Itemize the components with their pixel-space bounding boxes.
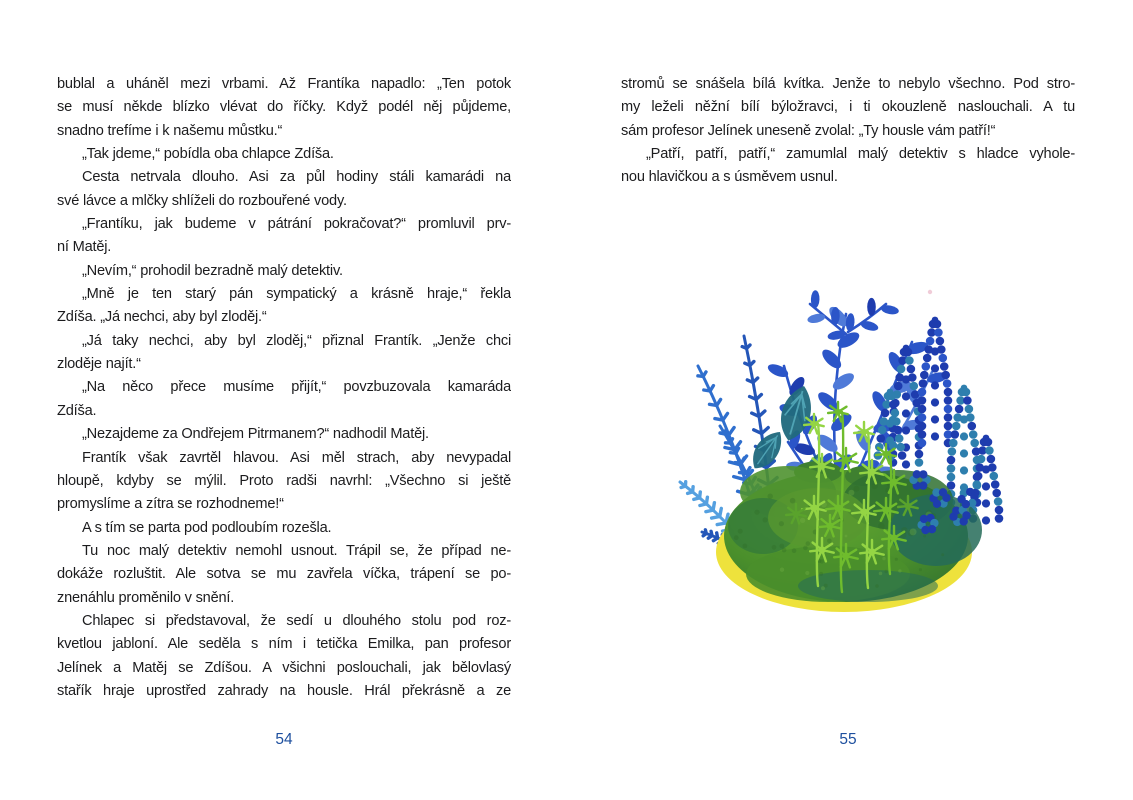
page-number-right: 55	[839, 731, 857, 748]
text-line: „Nevím,“ prohodil bezradně malý detektiv.	[82, 262, 343, 279]
text-line: dokáže rozluštit. Ale sotva se mu zavřela víčka, trápení se po-	[57, 566, 511, 583]
text-line: „Na něco přece musíme přijít,“ povzbuzovala kamaráda	[82, 379, 511, 396]
text-line: bublal a uháněl mezi vrbami. Až Frantíka napadlo: „Ten potok	[57, 76, 511, 92]
text-line: „Já taky nechci, aby byl zloděj,“ přiznal Frantík. „Jenže chci	[82, 332, 511, 349]
text-line: sám profesor Jelínek uneseně zvolal: „Ty housle vám patří!“	[621, 122, 996, 139]
text-line: my leželi něžní bílí býložravci, i ti okouzleně naslouchali. A tu	[621, 99, 1075, 116]
text-line: Zdíša.	[57, 402, 97, 419]
text-line: Tu noc malý detektiv nemohl usnout. Trápil se, že případ ne-	[82, 542, 511, 559]
text-line: nou hlavičkou a s úsměvem usnul.	[621, 169, 838, 186]
text-line: „Mně je ten starý pán sympatický a krásně hraje,“ řekla	[82, 286, 511, 303]
text-line: „Frantíku, jak budeme v pátrání pokračovat?“ promluvil prv-	[82, 216, 511, 233]
right-page-text	[621, 76, 1075, 193]
text-line: Zdíša. „Já nechci, aby byl zloděj.“	[57, 309, 267, 326]
mound	[716, 461, 982, 612]
text-line: Jelínek a Matěj se Zdíšou. A všichni poslouchali, jak bělovlasý	[57, 659, 511, 676]
page-number-left: 54	[275, 731, 293, 748]
text-line: se musí někde blízko vlévat do říčky. Když podél něj půjdeme,	[57, 99, 511, 116]
paper-speck	[928, 290, 932, 294]
text-line: Frantík však zavrtěl hlavou. Asi měl strach, aby nevypadal	[82, 449, 511, 466]
text-line: snadno trefíme i k našemu můstku.“	[57, 122, 283, 139]
text-line: Cesta netrvala dlouho. Asi za půl hodiny stáli kamarádi na	[82, 169, 511, 186]
text-line: Chlapec si představoval, že sedí u dlouhého stolu pod roz-	[82, 612, 511, 629]
text-line: „Nezajdeme za Ondřejem Pitrmanem?“ nadhodil Matěj.	[82, 426, 429, 443]
text-line: hloupě, kdyby se mýlil. Proto radši navrhl: „Všechno si ještě	[57, 472, 511, 489]
watercolor-plants-illustration	[668, 274, 1012, 626]
text-line: kvetlou jabloní. Ale seděla s ním i tetička Emilka, pan profesor	[57, 636, 511, 653]
text-line: stromů se snášela bílá kvítka. Jenže to nebylo všechno. Pod stro-	[621, 76, 1075, 92]
text-line: „Tak jdeme,“ pobídla oba chlapce Zdíša.	[82, 146, 334, 163]
text-line: své lávce a mlčky shlíželi do rozbouřené vody.	[57, 192, 347, 209]
text-line: „Patří, patří, patří,“ zamumlal malý detektiv s hladce vyhole-	[646, 146, 1075, 163]
text-line: ní Matěj.	[57, 239, 112, 256]
text-line: A s tím se parta pod podloubím rozešla.	[82, 519, 332, 536]
text-line: stařík hraje uprostřed zahrady na housle. Hrál překrásně a ze	[57, 682, 511, 699]
left-page-text	[57, 76, 511, 706]
text-line: zloděje najít.“	[57, 356, 141, 373]
text-line: znenáhlu proměnilo v snění.	[57, 589, 235, 606]
text-line: promyslíme a zítra se rozhodneme!“	[57, 496, 284, 513]
